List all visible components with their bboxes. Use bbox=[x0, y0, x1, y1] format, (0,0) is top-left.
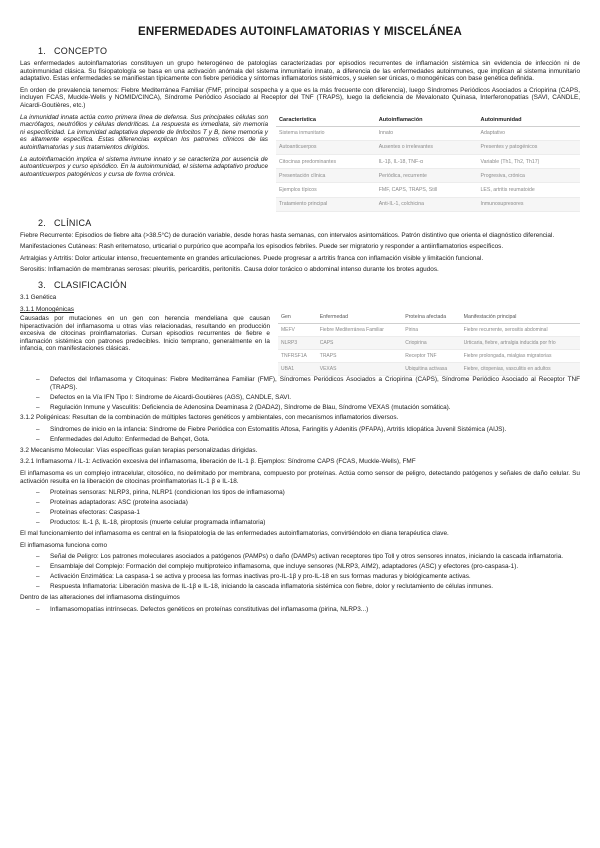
table-cell: TRAPS bbox=[317, 350, 402, 363]
table-cell: Variable (Th1, Th2, Th17) bbox=[478, 154, 580, 168]
list-item: – Síndromes de inicio en la infancia: Síndrome de Fiebre Periódica con Estomatitis Aftosa, Faringitis y Adenitis (PFAPA), Artritis Idiopática Juvenil Sistémica (AIJS). bbox=[50, 426, 580, 434]
table-cell: Pirina bbox=[402, 324, 460, 337]
table-cell: UBA1 bbox=[278, 363, 317, 376]
table-cell: Fiebre recurrente, serositis abdominal bbox=[461, 324, 580, 337]
monogenic-text bbox=[20, 303, 270, 376]
italic-note: La inmunidad innata actúa como primera línea de defensa. Sus principales células son macrófagos, neutrófilos y células dendríticas. La respuesta es inmediata, sin memoria ni especificidad. La inmunidad adaptativa depende de linfocitos T y B, tiene memoria y es altamente específica. Estas diferencias explican los patrones clínicos de las autoinflamatorias y sus tratamientos dirigidos. bbox=[20, 113, 268, 151]
table-cell: Citocinas predominantes bbox=[276, 154, 376, 168]
table-cell: Ausentes o irrelevantes bbox=[376, 140, 478, 154]
subheading: 3.1 Genética bbox=[20, 294, 57, 302]
function-list bbox=[20, 553, 580, 591]
table-cell: VEXAS bbox=[317, 363, 402, 376]
table-cell: Fiebre prolongada, mialgias migratorias bbox=[461, 350, 580, 363]
paragraph: El inflamasoma funciona como bbox=[20, 541, 108, 549]
list-item: – Productos: IL-1 β, IL-18, piroptosis (muerte celular programada inflamatoria) bbox=[50, 519, 580, 527]
paragraph: El mal funcionamiento del inflamasoma es central en la fisiopatología de las enfermedades autoinflamatorias, convirtiéndolo en diana terapéutica clave. bbox=[20, 529, 449, 537]
table-cell: Anti-IL-1, colchicina bbox=[376, 197, 478, 211]
list-item: – Proteínas efectoras: Caspasa-1 bbox=[50, 509, 580, 517]
table-cell: LES, artritis reumatoide bbox=[478, 183, 580, 197]
section-title: CLASIFICACIÓN bbox=[54, 280, 127, 291]
paragraph: 3.1.2 Poligénicas: Resultan de la combinación de múltiples factores genéticos y ambientales, con mecanismos inflamatorios diversos. bbox=[20, 414, 399, 422]
table-row bbox=[278, 363, 580, 376]
list-item: – Regulación Inmune y Vasculitis: Deficiencia de Adenosina Deaminasa 2 (DADA2), Síndrome de Blau, Síndrome VEXAS (mutación somática). bbox=[50, 404, 580, 412]
table-cell: Fiebre Mediterránea Familiar bbox=[317, 324, 402, 337]
table-header-cell: Enfermedad bbox=[317, 311, 402, 324]
table-cell: Urticaria, fiebre, artralgia inducida por frío bbox=[461, 337, 580, 350]
table-cell: Receptor TNF bbox=[402, 350, 460, 363]
table-cell: Presentación clínica bbox=[276, 169, 376, 183]
paragraph: Artralgias y Artritis: Dolor articular intenso, frecuentemente en grandes articulaciones. Puede progresar a artritis franca con inflamación visible y limitación funcional. bbox=[20, 254, 484, 262]
paragraph: Fiebre Recurrente: Episodios de fiebre alta (>38.5°C) de duración variable, desde horas hasta semanas, con intervalos asintomáticos. Patrón distintivo que orienta el diagnóstico diferencial. bbox=[20, 231, 555, 239]
subheading: 3.1.1 Monogénicas bbox=[20, 306, 75, 314]
table-header-cell: Característica bbox=[276, 114, 376, 127]
concept-notes bbox=[20, 114, 268, 212]
comparison-table-wrap bbox=[276, 114, 580, 212]
genes-table bbox=[278, 311, 580, 376]
comparison-table bbox=[276, 114, 580, 212]
subheading: 3.2 Mecanismo Molecular: Vías específicas guían terapias personalizadas dirigidas. bbox=[20, 446, 258, 454]
paragraph: Manifestaciones Cutáneas: Rash eritematoso, urticarial o purpúrico que acompaña los episodios febriles. Puede ser migratorio y responder a antiinflamatorios específicos. bbox=[20, 243, 504, 251]
table-header-cell: Autoinmunidad bbox=[478, 114, 580, 127]
list-item: – Defectos en la Vía IFN Tipo I: Síndrome de Aicardi-Goutières (AGS), CANDLE, SAVI. bbox=[50, 394, 580, 402]
table-cell: NLRP3 bbox=[278, 337, 317, 350]
list-item: – Defectos del Inflamasoma y Citoquinas: Fiebre Mediterránea Familiar (FMF), Síndromes Periódicos Asociados a Criopirina (CAPS), Síndrome Periódico Asociado al Receptor TNF (TRAPS). bbox=[50, 376, 580, 391]
table-cell: CAPS bbox=[317, 337, 402, 350]
table-row bbox=[276, 140, 580, 154]
table-row bbox=[276, 154, 580, 168]
table-header-cell: Proteína afectada bbox=[402, 311, 460, 324]
subheading: 3.2.1 Inflamasoma / IL-1: Activación excesiva del inflamasoma, liberación de IL-1 β. Ejemplos: Síndrome CAPS (FCAS, Muckle-Wells), FMF bbox=[20, 458, 416, 466]
table-cell: Criopirina bbox=[402, 337, 460, 350]
section-heading-clasificacion bbox=[38, 280, 580, 290]
monogenic-list bbox=[20, 376, 580, 411]
table-cell: MEFV bbox=[278, 324, 317, 337]
table-row bbox=[276, 183, 580, 197]
list-item: – Activación Enzimática: La caspasa-1 se activa y procesa las formas inactivas pro-IL-1β y pro-IL-18 en sus formas maduras y biológicamente activas. bbox=[50, 573, 580, 581]
table-cell: Ejemplos típicos bbox=[276, 183, 376, 197]
polygenic-list bbox=[20, 426, 580, 444]
table-row bbox=[278, 350, 580, 363]
table-row bbox=[278, 324, 580, 337]
section-title: CLÍNICA bbox=[54, 217, 92, 228]
list-item: – Proteínas adaptadoras: ASC (proteína asociada) bbox=[50, 499, 580, 507]
table-cell: Fiebre, citopenias, vasculitis en adultos bbox=[461, 363, 580, 376]
inflammasome-list bbox=[20, 489, 580, 527]
section-number: 2. bbox=[38, 217, 47, 228]
genes-table-wrap bbox=[278, 303, 580, 376]
table-cell: Periódica, recurrente bbox=[376, 169, 478, 183]
table-cell: FMF, CAPS, TRAPS, Still bbox=[376, 183, 478, 197]
table-cell: Adaptativo bbox=[478, 126, 580, 140]
table-row bbox=[276, 169, 580, 183]
paragraph: Las enfermedades autoinflamatorias constituyen un grupo heterogéneo de patologías caracterizadas por episodios recurrentes de inflamación sistémica sin evidencia de infección ni de autoinmunidad clásica. Su fisiopatología se basa en una activación anómala del sistema inmunitario innato, a diferencia de las enfermedades autoinmunes, que implican al sistema inmunitario adaptativo. Estas enfermedades se manifiestan típicamente con fiebre periódica y síntomas inflamatorios sistémicos, y suelen ser únicas, o monogénicas con base genética definida. bbox=[20, 60, 580, 83]
list-item: – Enfermedades del Adulto: Enfermedad de Behçet, Gota. bbox=[50, 436, 580, 444]
table-cell: IL-1β, IL-18, TNF-α bbox=[376, 154, 478, 168]
table-row bbox=[278, 337, 580, 350]
document-page bbox=[20, 0, 580, 613]
table-header-cell: Gen bbox=[278, 311, 317, 324]
table-header-row bbox=[276, 114, 580, 127]
table-header-cell: Autoinflamación bbox=[376, 114, 478, 127]
paragraph: El inflamasoma es un complejo intracelular, citosólico, no delimitado por membrana, compuesto por proteínas. Actúa como sensor de peligro, detectando patógenos y señales de daño celular. Su activación resulta en la liberación de citocinas proinflamatorias IL-1 β e IL-18. bbox=[20, 469, 580, 485]
table-cell: Tratamiento principal bbox=[276, 197, 376, 211]
table-cell: Ubiquitina activasa bbox=[402, 363, 460, 376]
table-cell: Presentes y patogénicos bbox=[478, 140, 580, 154]
list-item: – Inflamasomopatías intrínsecas. Defectos genéticos en proteínas constitutivas del inflamasoma (pirina, NLRP3...) bbox=[50, 606, 580, 614]
section-heading-concepto bbox=[38, 46, 580, 56]
paragraph: En orden de prevalencia tenemos: Fiebre Mediterránea Familiar (FMF, principal sospecha y a que es la más frecuente con diferencia), luego Síndromes Periódicos Asociados a Criopirina (CAPS, incluyen FCAS, Muckle-Wells y NOMID/CINCA), Síndrome Periódico Asociado al Receptor del TNF (TRAPS), luego la deficiencia de Mevalonato Quinasa, Interferonopatías (SAVI, CANDLE, Aicardi-Goutières, etc.) bbox=[20, 86, 580, 109]
table-cell: Innato bbox=[376, 126, 478, 140]
table-header-row bbox=[278, 311, 580, 324]
table-cell: Autoanticuerpos bbox=[276, 140, 376, 154]
alterations-list bbox=[20, 606, 580, 614]
table-cell: Progresiva, crónica bbox=[478, 169, 580, 183]
list-item: – Ensamblaje del Complejo: Formación del complejo multiproteico inflamasoma, que incluye sensores (NLRP3, AIM2), adaptadores (ASC) y efectores (pro-caspasa-1). bbox=[50, 563, 580, 571]
section-heading-clinica bbox=[38, 218, 580, 228]
paragraph: Causadas por mutaciones en un gen con herencia mendeliana que causan hiperactivación del inflamasoma u otras vías relacionadas, resultando en producción excesiva de citocinas proinflamatorias. Cursan episodios recurrentes de fiebre e inflamación sistémica con patrones predecibles. Inicio temprano, generalmente en la infancia, con manifestaciones clásicas. bbox=[20, 315, 270, 353]
table-cell: TNFRSF1A bbox=[278, 350, 317, 363]
list-item: – Señal de Peligro: Los patrones moleculares asociados a patógenos (PAMPs) o daño (DAMPs) activan receptores tipo Toll y otros sensores innatos, iniciando la cascada inflamatoria. bbox=[50, 553, 580, 561]
concept-two-column bbox=[20, 114, 580, 212]
section-number: 3. bbox=[38, 280, 47, 291]
table-header-cell: Manifestación principal bbox=[461, 311, 580, 324]
paragraph: Serositis: Inflamación de membranas serosas: pleuritis, pericarditis, peritonitis. Causa dolor torácico o abdominal intenso durante los brotes agudos. bbox=[20, 266, 439, 274]
table-cell: Sistema inmunitario bbox=[276, 126, 376, 140]
list-item: – Respuesta Inflamatoria: Liberación masiva de IL-1β e IL-18, iniciando la cascada inflamatoria sistémica con fiebre, dolor y reclutamiento de células inmunes. bbox=[50, 583, 580, 591]
genetic-two-column bbox=[20, 303, 580, 376]
italic-note: La autoinflamación implica el sistema inmune innato y se caracteriza por ausencia de autoanticuerpos y curso episódico. En la autoinmunidad, el sistema adaptativo produce autoanticuerpos patogénicos y cursa de forma crónica. bbox=[20, 155, 268, 178]
document-title: ENFERMEDADES AUTOINFLAMATORIAS Y MISCELÁNEA bbox=[137, 26, 463, 38]
table-cell: Inmunosupresores bbox=[478, 197, 580, 211]
list-item: – Proteínas sensoras: NLRP3, pirina, NLRP1 (condicionan los tipos de inflamasoma) bbox=[50, 489, 580, 497]
table-row bbox=[276, 197, 580, 211]
section-title: CONCEPTO bbox=[54, 46, 108, 56]
table-row bbox=[276, 126, 580, 140]
paragraph: Dentro de las alteraciones del inflamasoma distinguimos bbox=[20, 594, 180, 602]
section-number: 1. bbox=[38, 46, 47, 56]
